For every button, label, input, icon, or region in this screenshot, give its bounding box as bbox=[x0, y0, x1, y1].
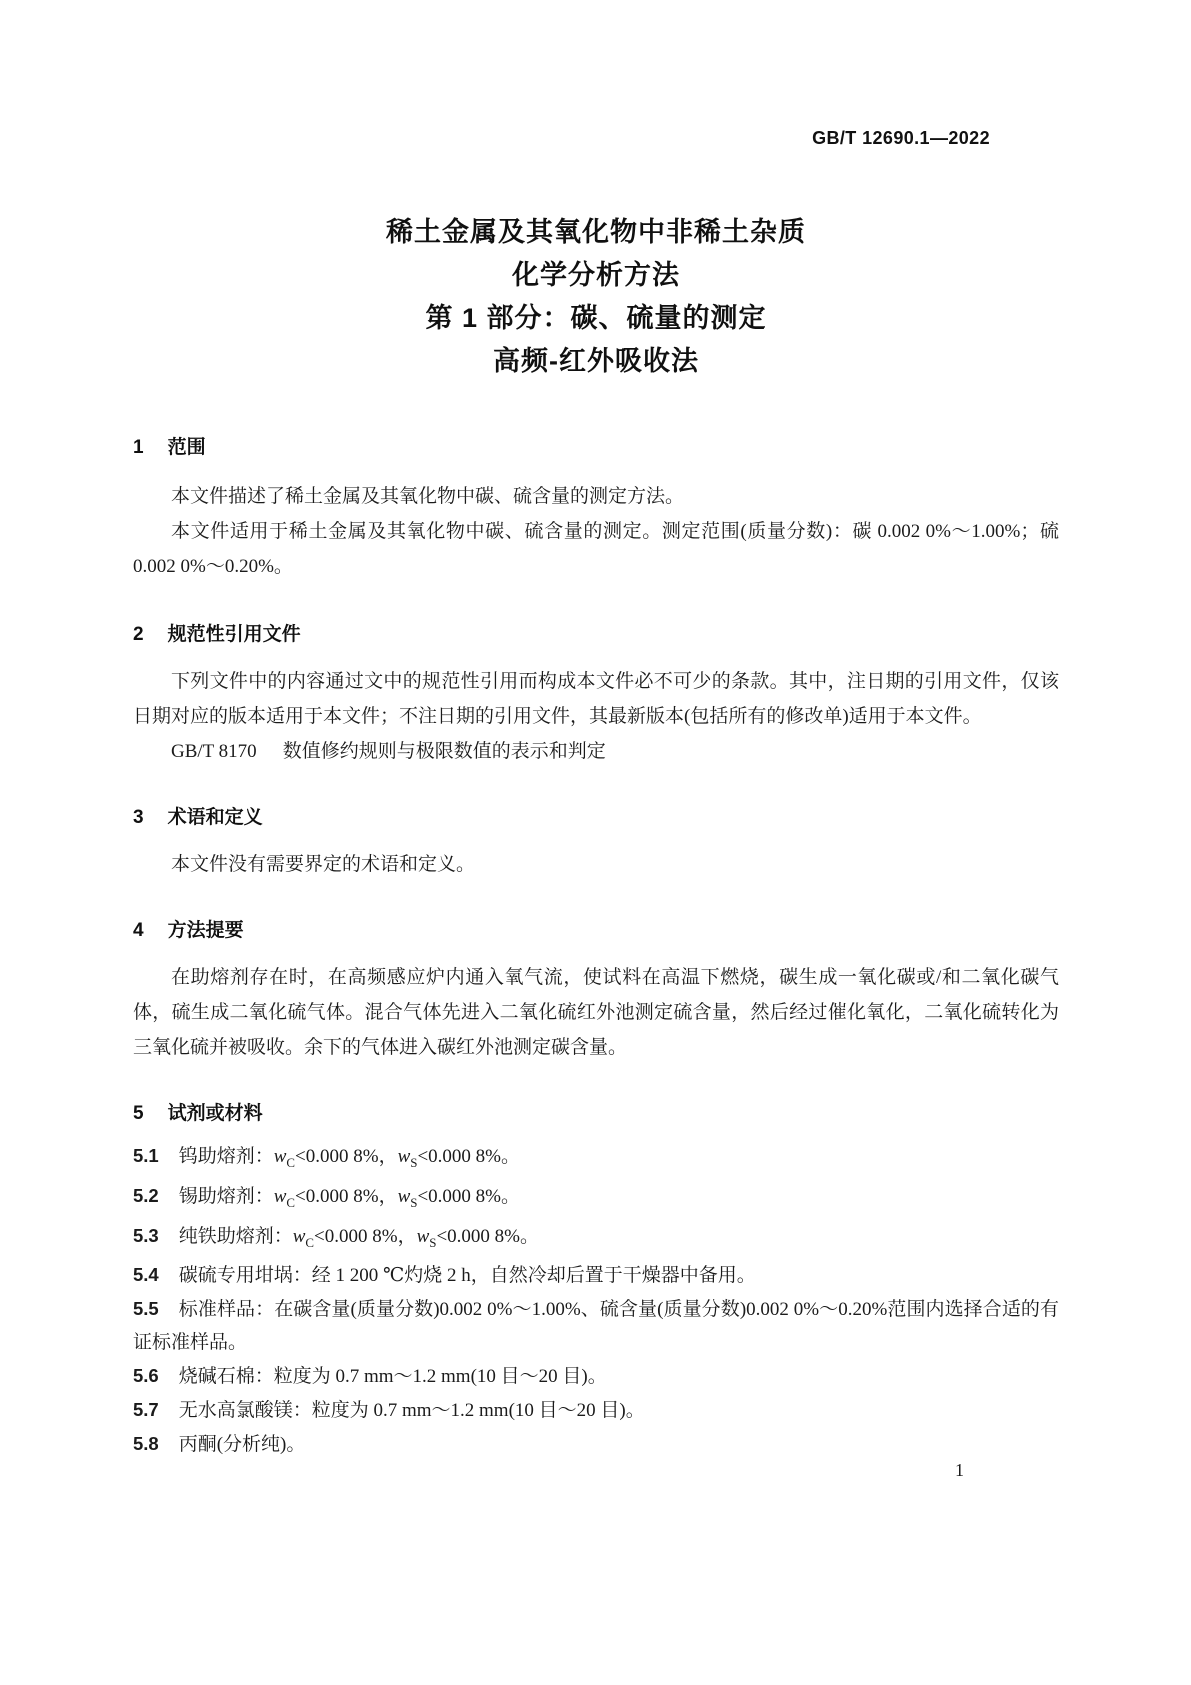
paragraph: 本文件适用于稀土金属及其氧化物中碳、硫含量的测定。测定范围(质量分数)：碳 0.002 0%～1.00%；硫 0.002 0%～0.20%。 bbox=[133, 521, 1059, 577]
title-line-4: 高频-红外吸收法 bbox=[493, 346, 699, 376]
section-normative-references bbox=[133, 622, 1059, 769]
paragraph: 本文件没有需要界定的术语和定义。 bbox=[171, 854, 476, 875]
reagent-name: 锡助熔剂： bbox=[178, 1185, 274, 1207]
reagent-item-5-8 bbox=[133, 1427, 1059, 1461]
subscript: C bbox=[305, 1234, 315, 1250]
paragraph: 下列文件中的内容通过文中的规范性引用而构成本文件必不可少的条款。其中，注日期的引用文件，仅该日期对应的版本适用于本文件；不注日期的引用文件，其最新版本(包括所有的修改单)适用于本文件。 bbox=[133, 671, 1059, 727]
item-text bbox=[178, 1185, 520, 1210]
section-heading bbox=[133, 435, 1059, 461]
item-number: 5.1 bbox=[133, 1145, 159, 1166]
subscript: C bbox=[286, 1194, 296, 1210]
item-text: 碳硫专用坩埚：经 1 200 ℃灼烧 2 h，自然冷却后置于干燥器中备用。 bbox=[178, 1265, 756, 1287]
section-title: 范围 bbox=[167, 437, 206, 458]
section-number: 2 bbox=[133, 624, 144, 645]
item-number: 5.2 bbox=[133, 1184, 159, 1206]
section-title: 试剂或材料 bbox=[167, 1103, 263, 1124]
reagent-item-5-7 bbox=[133, 1393, 1059, 1427]
page-content bbox=[0, 128, 1191, 1461]
value-text: <0.000 8%， bbox=[295, 1185, 398, 1207]
paragraph: 本文件描述了稀土金属及其氧化物中碳、硫含量的测定方法。 bbox=[171, 486, 685, 507]
reference-entry bbox=[133, 734, 1059, 769]
value-text: <0.000 8%。 bbox=[417, 1146, 520, 1167]
item-number: 5.6 bbox=[133, 1365, 159, 1387]
value-text: <0.000 8%。 bbox=[417, 1185, 520, 1207]
reference-title: 数值修约规则与极限数值的表示和判定 bbox=[282, 741, 606, 762]
item-text bbox=[178, 1146, 520, 1170]
item-text: 丙酮(分析纯)。 bbox=[178, 1434, 306, 1456]
subscript: S bbox=[410, 1194, 418, 1210]
item-number: 5.7 bbox=[133, 1399, 159, 1421]
variable-symbol: w bbox=[292, 1225, 306, 1247]
reagent-item-5-6 bbox=[133, 1359, 1059, 1393]
title-line-3: 第 1 部分：碳、硫量的测定 bbox=[425, 303, 767, 333]
value-text: <0.000 8%， bbox=[295, 1146, 398, 1167]
section-number: 3 bbox=[133, 807, 144, 828]
section-title: 方法提要 bbox=[167, 920, 244, 941]
section-reagents-materials bbox=[133, 1101, 1059, 1461]
section-heading bbox=[133, 622, 1059, 648]
subscript: S bbox=[410, 1154, 418, 1170]
section-number: 4 bbox=[133, 920, 144, 941]
variable-symbol: w bbox=[273, 1146, 287, 1167]
item-number: 5.3 bbox=[133, 1224, 159, 1246]
value-text: <0.000 8%， bbox=[314, 1225, 417, 1247]
variable-symbol: w bbox=[273, 1185, 287, 1207]
subscript: C bbox=[286, 1154, 296, 1170]
section-number: 1 bbox=[133, 437, 144, 458]
section-heading bbox=[133, 805, 1059, 831]
reagent-item-5-1 bbox=[133, 1139, 1059, 1179]
reagent-item-5-2 bbox=[133, 1179, 1059, 1219]
reagent-name: 纯铁助熔剂： bbox=[178, 1225, 293, 1247]
section-scope bbox=[133, 435, 1059, 584]
section-title: 规范性引用文件 bbox=[167, 624, 301, 645]
variable-symbol: w bbox=[397, 1146, 411, 1167]
paragraph: 在助熔剂存在时，在高频感应炉内通入氧气流，使试料在高温下燃烧，碳生成一氧化碳或/和二氧化碳气体，硫生成二氧化硫气体。混合气体先进入二氧化硫红外池测定硫含量，然后经过催化氧化，二氧化硫转化为三氧化硫并被吸收。余下的气体进入碳红外池测定碳含量。 bbox=[133, 967, 1059, 1058]
item-text: 无水高氯酸镁：粒度为 0.7 mm～1.2 mm(10 目～20 目)。 bbox=[178, 1400, 645, 1422]
section-terms-definitions bbox=[133, 805, 1059, 882]
section-method-summary bbox=[133, 918, 1059, 1065]
item-text: 标准样品：在碳含量(质量分数)0.002 0%～1.00%、硫含量(质量分数)0.002 0%～0.20%范围内选择合适的有证标准样品。 bbox=[133, 1299, 1059, 1354]
item-number: 5.4 bbox=[133, 1264, 159, 1286]
item-text bbox=[178, 1225, 539, 1250]
reference-code: GB/T 8170 bbox=[171, 741, 257, 762]
reagent-name: 钨助熔剂： bbox=[178, 1146, 274, 1167]
variable-symbol: w bbox=[397, 1185, 411, 1207]
section-heading bbox=[133, 1101, 1059, 1127]
title-line-2: 化学分析方法 bbox=[512, 260, 680, 290]
item-number: 5.8 bbox=[133, 1433, 159, 1455]
standard-number: GB/T 12690.1—2022 bbox=[812, 128, 990, 148]
section-number: 5 bbox=[133, 1103, 144, 1124]
subscript: S bbox=[429, 1234, 437, 1250]
document-title bbox=[133, 211, 1059, 383]
reagent-item-5-4 bbox=[133, 1258, 1059, 1292]
value-text: <0.000 8%。 bbox=[436, 1225, 539, 1247]
section-title: 术语和定义 bbox=[167, 807, 263, 828]
reagent-item-5-3 bbox=[133, 1219, 1059, 1259]
section-heading bbox=[133, 918, 1059, 944]
page-number: 1 bbox=[955, 1460, 964, 1480]
reagent-list bbox=[133, 1139, 1059, 1461]
title-line-1: 稀土金属及其氧化物中非稀土杂质 bbox=[386, 217, 806, 247]
item-number: 5.5 bbox=[133, 1298, 159, 1320]
variable-symbol: w bbox=[416, 1225, 430, 1247]
item-text: 烧碱石棉：粒度为 0.7 mm～1.2 mm(10 目～20 目)。 bbox=[178, 1366, 607, 1388]
reagent-item-5-5 bbox=[133, 1292, 1059, 1359]
